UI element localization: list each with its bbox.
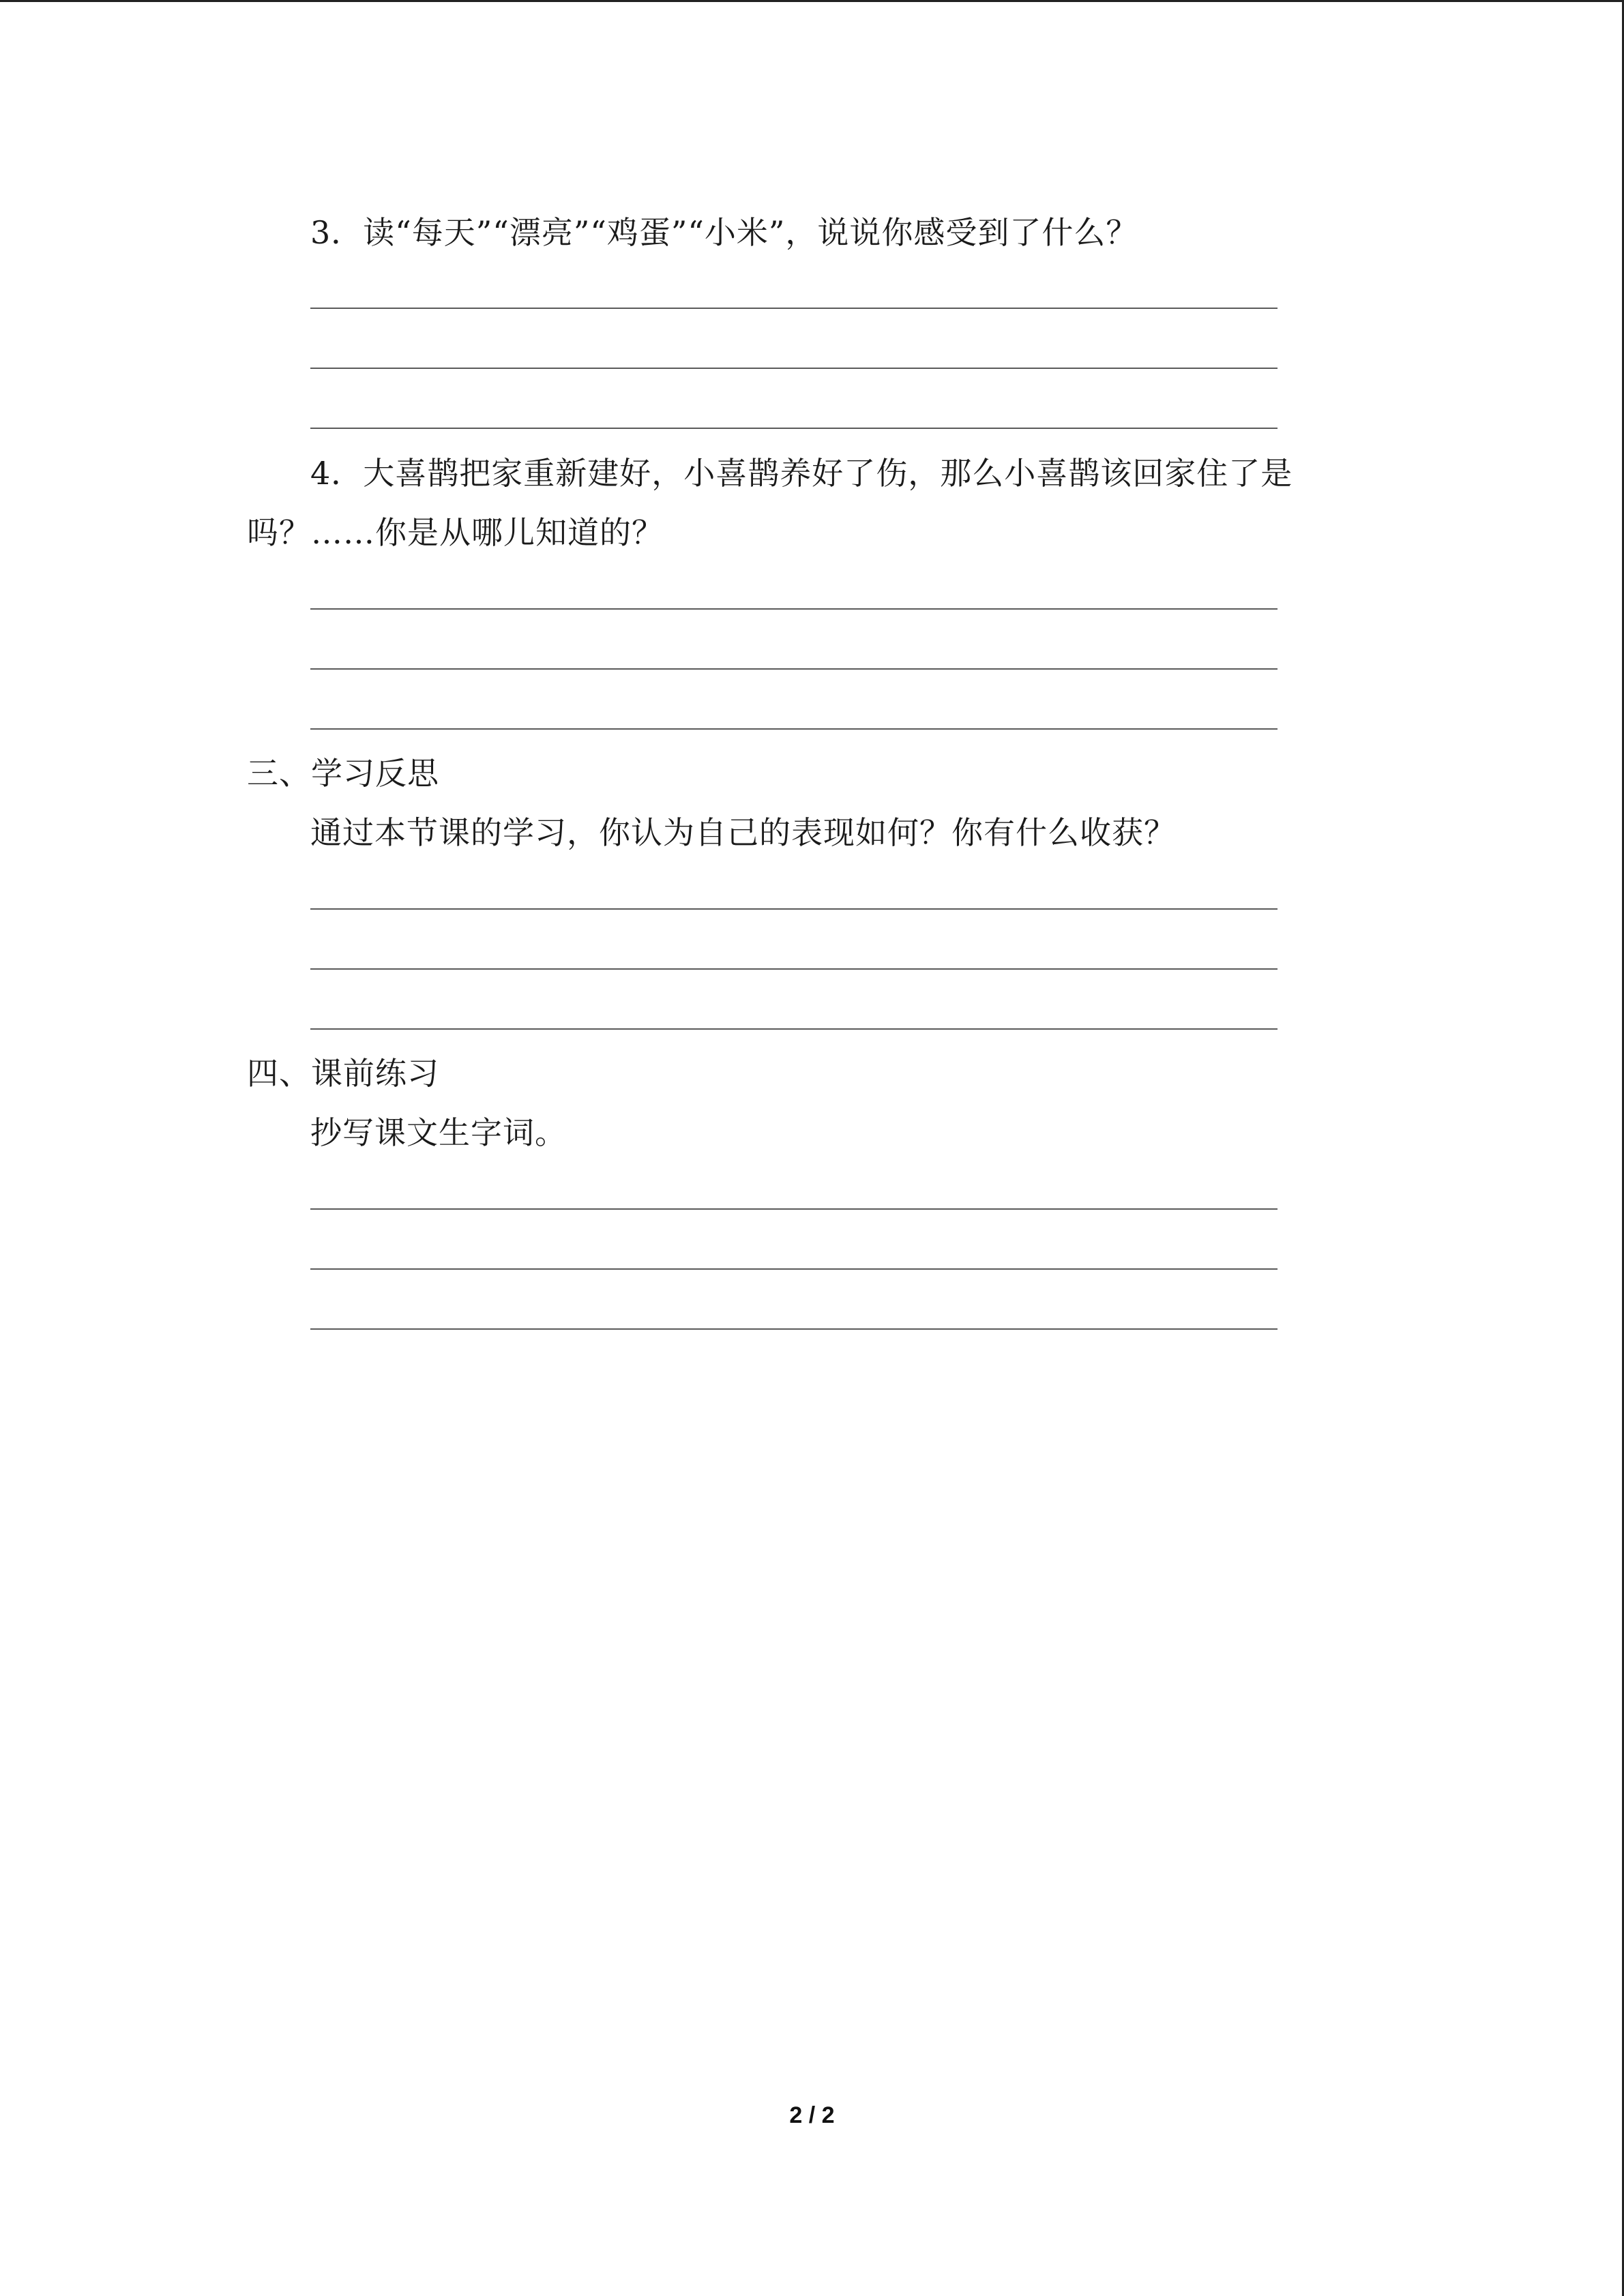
question-4-text-line-1: 4．大喜鹊把家重新建好，小喜鹊养好了伤，那么小喜鹊该回家住了是 (310, 455, 1293, 492)
question-3-text: 3．读“每天”“漂亮”“鸡蛋”“小米”，说说你感受到了什么？ (310, 214, 1138, 251)
question-4-text-line-2: 吗？……你是从哪儿知道的？ (247, 514, 664, 551)
question-3-answer-line-1 (310, 308, 1278, 309)
section-3-answer-line-3 (310, 1028, 1278, 1030)
question-3-answer-line-3 (310, 428, 1278, 429)
page-top-border (0, 0, 1624, 2)
section-4-answer-line-2 (310, 1268, 1278, 1270)
section-3-answer-line-1 (310, 908, 1278, 910)
section-4-answer-line-1 (310, 1208, 1278, 1210)
page-number: 2 / 2 (789, 2102, 835, 2128)
section-3-prompt: 通过本节课的学习，你认为自己的表现如何？你有什么收获？ (310, 814, 1176, 851)
section-4-prompt: 抄写课文生字词。 (310, 1114, 567, 1151)
section-4-answer-line-3 (310, 1328, 1278, 1330)
section-3-heading: 三、学习反思 (247, 755, 439, 792)
question-3-answer-line-2 (310, 368, 1278, 369)
section-3-answer-line-2 (310, 968, 1278, 970)
question-4-answer-line-1 (310, 608, 1278, 610)
question-4-answer-line-2 (310, 668, 1278, 670)
section-4-heading: 四、课前练习 (247, 1055, 439, 1092)
question-4-answer-line-3 (310, 728, 1278, 730)
